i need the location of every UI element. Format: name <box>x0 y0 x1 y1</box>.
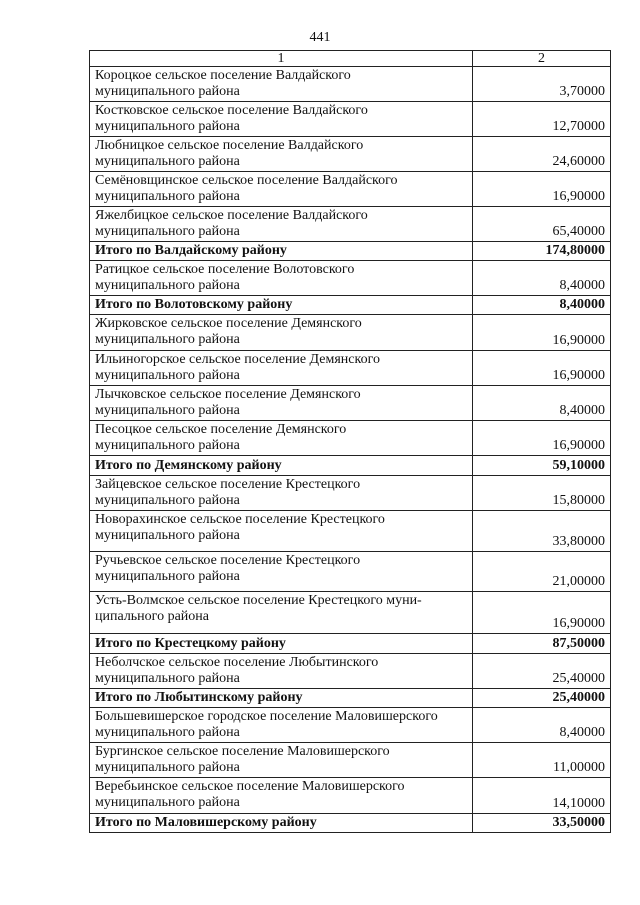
settlement-name: Жирковское сельское поселение Демянского муниципального района <box>90 315 473 351</box>
table-header-row <box>90 51 611 67</box>
settlement-name: Неболчское сельское поселение Любытинского муниципального района <box>90 654 473 689</box>
table-body <box>90 67 611 833</box>
table-row <box>90 708 611 743</box>
total-row <box>90 242 611 261</box>
table-row <box>90 351 611 386</box>
total-row <box>90 689 611 708</box>
table-row <box>90 476 611 511</box>
total-value: 25,40000 <box>473 689 611 708</box>
total-label: Итого по Маловишерскому району <box>90 814 473 833</box>
amount-value: 16,90000 <box>473 351 611 386</box>
total-label: Итого по Валдайскому району <box>90 242 473 261</box>
amount-value: 33,80000 <box>473 511 611 552</box>
total-row <box>90 634 611 654</box>
amount-value: 24,60000 <box>473 137 611 172</box>
total-row <box>90 456 611 476</box>
table-row <box>90 207 611 242</box>
amount-value: 8,40000 <box>473 261 611 296</box>
total-row <box>90 814 611 833</box>
amount-value: 21,00000 <box>473 552 611 592</box>
amount-value: 16,90000 <box>473 172 611 207</box>
total-label: Итого по Демянскому району <box>90 456 473 476</box>
amount-value: 12,70000 <box>473 102 611 137</box>
total-label: Итого по Волотовскому району <box>90 296 473 315</box>
amount-value: 15,80000 <box>473 476 611 511</box>
settlement-name: Ратицкое сельское поселение Волотовского муниципального района <box>90 261 473 296</box>
table-row <box>90 261 611 296</box>
column-header-2: 2 <box>473 51 611 67</box>
settlement-name: Ильиногорское сельское поселение Демянского муниципального района <box>90 351 473 386</box>
total-label: Итого по Любытинскому району <box>90 689 473 708</box>
settlement-name: Костковское сельское поселение Валдайского муниципального района <box>90 102 473 137</box>
settlement-name: Веребьинское сельское поселение Маловишерского муниципального района <box>90 778 473 814</box>
table-row <box>90 743 611 778</box>
column-header-1: 1 <box>90 51 473 67</box>
settlement-name: Большевишерское городское поселение Маловишерского муниципального района <box>90 708 473 743</box>
settlement-name: Семёновщинское сельское поселение Валдайского муниципального района <box>90 172 473 207</box>
allocation-table <box>89 50 611 833</box>
settlement-name: Новорахинское сельское поселение Крестецкого муниципального района <box>90 511 473 552</box>
settlement-name: Короцкое сельское поселение Валдайского муниципального района <box>90 67 473 102</box>
table-row <box>90 172 611 207</box>
table-row <box>90 421 611 456</box>
table-row <box>90 67 611 102</box>
amount-value: 25,40000 <box>473 654 611 689</box>
settlement-name: Зайцевское сельское поселение Крестецкого муниципального района <box>90 476 473 511</box>
table-row <box>90 592 611 634</box>
amount-value: 14,10000 <box>473 778 611 814</box>
amount-value: 8,40000 <box>473 386 611 421</box>
total-value: 87,50000 <box>473 634 611 654</box>
total-value: 8,40000 <box>473 296 611 315</box>
table-row <box>90 552 611 592</box>
amount-value: 3,70000 <box>473 67 611 102</box>
total-value: 33,50000 <box>473 814 611 833</box>
table-row <box>90 511 611 552</box>
settlement-name: Любницкое сельское поселение Валдайского муниципального района <box>90 137 473 172</box>
settlement-name: Песоцкое сельское поселение Демянского муниципального района <box>90 421 473 456</box>
amount-value: 8,40000 <box>473 708 611 743</box>
amount-value: 11,00000 <box>473 743 611 778</box>
table-row <box>90 315 611 351</box>
settlement-name: Бургинское сельское поселение Маловишерского муниципального района <box>90 743 473 778</box>
settlement-name: Лычковское сельское поселение Демянского муниципального района <box>90 386 473 421</box>
amount-value: 16,90000 <box>473 592 611 634</box>
amount-value: 65,40000 <box>473 207 611 242</box>
table-row <box>90 102 611 137</box>
total-value: 174,80000 <box>473 242 611 261</box>
table-row <box>90 386 611 421</box>
settlement-name: Усть-Волмское сельское поселение Крестецкого муни- ципального района <box>90 592 473 634</box>
table-row <box>90 778 611 814</box>
settlement-name: Яжелбицкое сельское поселение Валдайского муниципального района <box>90 207 473 242</box>
table-row <box>90 137 611 172</box>
total-label: Итого по Крестецкому району <box>90 634 473 654</box>
page-number: 441 <box>309 30 331 45</box>
amount-value: 16,90000 <box>473 421 611 456</box>
table-row <box>90 654 611 689</box>
total-value: 59,10000 <box>473 456 611 476</box>
amount-value: 16,90000 <box>473 315 611 351</box>
settlement-name: Ручьевское сельское поселение Крестецкого муниципального района <box>90 552 473 592</box>
total-row <box>90 296 611 315</box>
